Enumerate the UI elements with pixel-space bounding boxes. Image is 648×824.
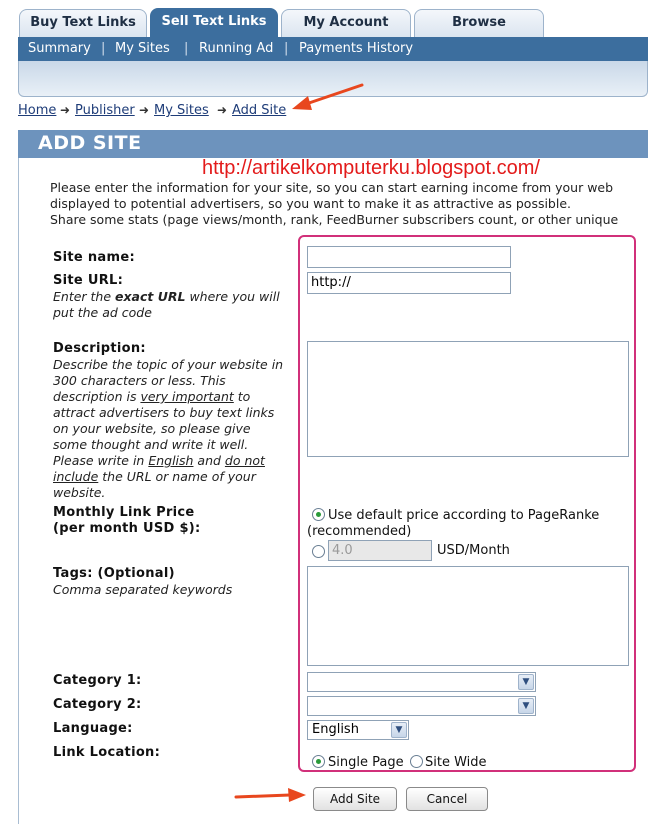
tags-textarea[interactable]	[307, 566, 629, 666]
single-page-option-label: Single Page	[328, 755, 404, 770]
site-url-input[interactable]: http://	[307, 272, 511, 294]
annotation-arrow-icon	[288, 80, 368, 114]
language-select[interactable]	[307, 720, 409, 740]
subnav-item-my-sites[interactable]: My Sites	[115, 41, 170, 56]
tab-browse-publishers[interactable]: Browse	[414, 9, 544, 37]
description-hint: include the URL or name of your	[53, 469, 256, 484]
intro-text-line: Share some stats (page views/month, rank, FeedBurner subscribers count, or other unique	[50, 212, 619, 227]
breadcrumb-arrow-icon: ➜	[60, 103, 71, 117]
intro-text-line: displayed to potential advertisers, so you want to make it as attractive as possible.	[50, 196, 572, 211]
category2-label: Category 2:	[53, 697, 142, 712]
site-url-label: Site URL:	[53, 273, 124, 288]
subnav-item-summary[interactable]: Summary	[28, 41, 91, 56]
description-hint: 300 characters or less. This	[53, 373, 226, 388]
watermark-url: http://artikelkomputerku.blogspot.com/	[202, 157, 540, 179]
site-name-input[interactable]	[307, 246, 511, 268]
site-wide-radio[interactable]	[410, 755, 423, 768]
panel-border	[18, 130, 19, 824]
breadcrumb-publisher[interactable]: Publisher	[75, 103, 135, 118]
intro-text-line: Please enter the information for your site, so you can start earning income from your web	[50, 180, 614, 195]
language-label: Language:	[53, 721, 133, 736]
subnav-separator: |	[184, 41, 189, 56]
breadcrumb-my-sites[interactable]: My Sites	[154, 103, 209, 118]
price-label-currency: (per month USD $):	[53, 521, 201, 536]
site-wide-option-label: Site Wide	[425, 755, 487, 770]
panel-header	[18, 130, 648, 158]
price-unit-label: USD/Month	[437, 543, 510, 558]
custom-price-input[interactable]: 4.0	[328, 540, 432, 561]
description-hint: website.	[53, 485, 106, 500]
site-url-hint: put the ad code	[53, 305, 152, 320]
language-value: English	[312, 722, 359, 737]
description-hint: Please write in English and do not	[53, 453, 265, 468]
chevron-down-icon: ▼	[391, 722, 407, 738]
add-site-button[interactable]: Add Site	[313, 787, 397, 811]
category1-label: Category 1:	[53, 673, 142, 688]
breadcrumb-arrow-icon: ➜	[139, 103, 150, 117]
description-hint: on your website, so please give	[53, 421, 251, 436]
description-hint: Describe the topic of your website in	[53, 357, 284, 372]
custom-price-radio[interactable]	[312, 545, 325, 558]
breadcrumb-arrow-icon: ➜	[217, 103, 228, 117]
subnav-item-payments-history[interactable]: Payments History	[299, 41, 414, 56]
default-price-option-label: Use default price according to PageRanke	[328, 508, 600, 523]
tags-label: Tags: (Optional)	[53, 566, 175, 581]
default-price-option-label: (recommended)	[307, 524, 412, 539]
tab-buy-text-links[interactable]: Buy Text Links	[19, 9, 147, 37]
site-name-label: Site name:	[53, 250, 135, 265]
subnav-item-running-ad[interactable]: Running Ad	[199, 41, 274, 56]
tab-sell-text-links[interactable]: Sell Text Links	[150, 8, 278, 38]
price-label: Monthly Link Price	[53, 505, 195, 520]
tags-hint: Comma separated keywords	[53, 582, 233, 597]
chevron-down-icon: ▼	[518, 674, 534, 690]
description-hint: attract advertisers to buy text links	[53, 405, 275, 420]
annotation-arrow-icon	[232, 786, 312, 806]
category1-select[interactable]	[307, 672, 536, 692]
page-title: ADD SITE	[38, 132, 142, 154]
description-label: Description:	[53, 341, 146, 356]
single-page-radio[interactable]	[312, 755, 325, 768]
link-location-label: Link Location:	[53, 745, 161, 760]
default-price-radio[interactable]	[312, 508, 325, 521]
site-url-hint: Enter the exact URL where you will	[53, 289, 280, 304]
chevron-down-icon: ▼	[518, 698, 534, 714]
sub-navigation	[18, 37, 648, 61]
cancel-button[interactable]: Cancel	[406, 787, 488, 811]
subnav-separator: |	[101, 41, 106, 56]
tab-my-account[interactable]: My Account	[281, 9, 411, 37]
breadcrumb-home[interactable]: Home	[18, 103, 57, 118]
category2-select[interactable]	[307, 696, 536, 716]
breadcrumb-add-site[interactable]: Add Site	[232, 103, 287, 118]
description-hint: some thought and write it well.	[53, 437, 249, 452]
subnav-separator: |	[284, 41, 289, 56]
description-textarea[interactable]	[307, 341, 629, 457]
description-hint: description is very important to	[53, 389, 251, 404]
